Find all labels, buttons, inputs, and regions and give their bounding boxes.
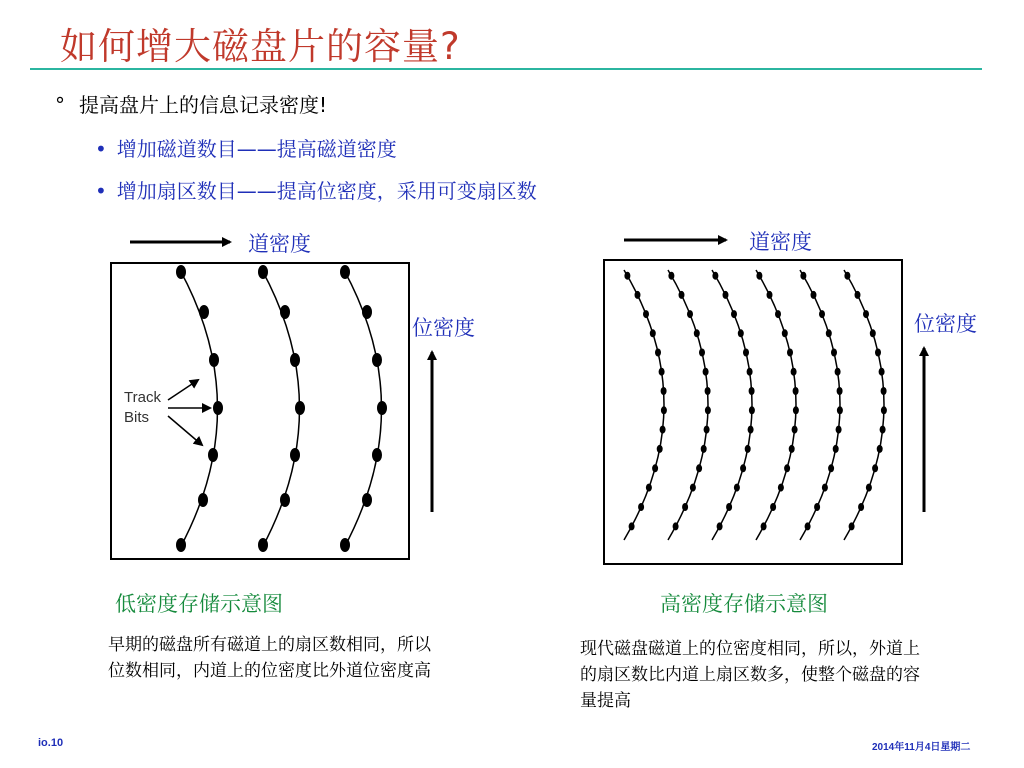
track-bit (705, 387, 711, 395)
track-bit (679, 291, 685, 299)
low-bit-density-label: 位密度 (412, 316, 475, 340)
track-bit (213, 401, 223, 415)
track-bit (668, 272, 674, 280)
track-bit (638, 503, 644, 511)
track-bit (209, 353, 219, 367)
track-bit (372, 353, 382, 367)
track-bit (635, 291, 641, 299)
track-bit (866, 484, 872, 492)
track-bit (726, 503, 732, 511)
track-bit (870, 329, 876, 337)
low-density-note: 早期的磁盘所有磁道上的扇区数相同，所以位数相同，内道上的位密度比外道位密度高 (108, 635, 431, 681)
track-bit (881, 406, 887, 414)
track-bit (176, 538, 186, 552)
track-bit (858, 503, 864, 511)
track-bit (199, 305, 209, 319)
track-bit (822, 484, 828, 492)
track-bit (734, 484, 740, 492)
low-track-density-label: 道密度 (248, 232, 311, 256)
track-bit (652, 464, 658, 472)
track-bit (814, 503, 820, 511)
track-bit (701, 445, 707, 453)
track-bit (770, 503, 776, 511)
track-bit (362, 493, 372, 507)
track-bit (659, 368, 665, 376)
track-bit (657, 445, 663, 453)
track-bit (844, 272, 850, 280)
track-bit (690, 484, 696, 492)
high-track-density-label: 道密度 (749, 230, 812, 254)
high-track-4 (756, 270, 796, 540)
bullet-mark: ° (55, 93, 65, 117)
track-bit (745, 445, 751, 453)
track-bit (784, 464, 790, 472)
track-bit (723, 291, 729, 299)
track-bit (731, 310, 737, 318)
annotation-pointers (168, 380, 210, 445)
high-density-note: 现代磁盘磁道上的位密度相同，所以，外道上的扇区数比内道上扇区数多，使整个磁盘的容量提高 (580, 639, 920, 711)
track-bit (682, 503, 688, 511)
track-bit (879, 368, 885, 376)
track-bit (792, 426, 798, 434)
track-bit (280, 493, 290, 507)
track-bit (835, 368, 841, 376)
high-track-5 (800, 270, 840, 540)
track-bit (863, 310, 869, 318)
page-title: 如何增大磁盘片的容量? (60, 25, 461, 68)
track-bit (849, 522, 855, 530)
track-bit (661, 387, 667, 395)
footer-date: 2014年11月4日星期二 (872, 742, 971, 753)
track-bit (855, 291, 861, 299)
track-bit (258, 538, 268, 552)
track-bit (811, 291, 817, 299)
track-bit (208, 448, 218, 462)
track-bit (880, 426, 886, 434)
track-bit (717, 522, 723, 530)
track-bit (290, 448, 300, 462)
track-bit (747, 368, 753, 376)
track-bit (875, 349, 881, 357)
track-bits-annotation-line1: Track (124, 389, 161, 406)
track-bit (767, 291, 773, 299)
track-bit (643, 310, 649, 318)
track-bit (694, 329, 700, 337)
track-bit (629, 522, 635, 530)
track-bit (704, 426, 710, 434)
track-bit (749, 387, 755, 395)
track-bit (280, 305, 290, 319)
track-bit (791, 368, 797, 376)
track-bit (198, 493, 208, 507)
track-bit (787, 349, 793, 357)
track-bit (738, 329, 744, 337)
high-track-6 (844, 270, 884, 540)
track-bit (805, 522, 811, 530)
track-bit (743, 349, 749, 357)
track-bit (673, 522, 679, 530)
track-bit (650, 329, 656, 337)
bullet-sub-1-text: 增加磁道数目——提高磁道密度 (116, 137, 397, 161)
low-density-caption: 低密度存储示意图 (115, 592, 283, 616)
track-bit (646, 484, 652, 492)
track-bit (761, 522, 767, 530)
track-bit (740, 464, 746, 472)
track-bit (362, 305, 372, 319)
track-bit (699, 349, 705, 357)
track-bit (295, 401, 305, 415)
high-track-3 (712, 270, 752, 540)
bullet-sub-2-text: 增加扇区数目——提高位密度，采用可变扇区数 (116, 179, 537, 203)
high-track-2 (668, 270, 708, 540)
track-bit (800, 272, 806, 280)
track-bits-annotation-line2: Bits (124, 409, 150, 426)
track-bit (793, 406, 799, 414)
track-bit (377, 401, 387, 415)
track-bit (660, 426, 666, 434)
bullet-main-text: 提高盘片上的信息记录密度! (79, 93, 328, 117)
high-density-tracks (624, 270, 884, 540)
high-density-caption: 高密度存储示意图 (660, 592, 828, 616)
track-bit (703, 368, 709, 376)
high-bit-density-label: 位密度 (914, 312, 977, 336)
track-bit (687, 310, 693, 318)
low-track-1 (180, 270, 218, 548)
track-bit (833, 445, 839, 453)
track-bit (748, 426, 754, 434)
bullet-mark: • (95, 179, 107, 203)
track-bit (661, 406, 667, 414)
track-bit (705, 406, 711, 414)
track-bit (372, 448, 382, 462)
track-bit (789, 445, 795, 453)
bullet-mark: • (95, 137, 107, 161)
track-bit (340, 538, 350, 552)
track-bit (778, 484, 784, 492)
high-track-1 (624, 270, 664, 540)
footer-page-number: io.10 (38, 737, 64, 749)
track-bit (782, 329, 788, 337)
track-bit (696, 464, 702, 472)
track-bit (828, 464, 834, 472)
track-bit (624, 272, 630, 280)
track-bit (831, 349, 837, 357)
track-bit (872, 464, 878, 472)
track-bit (756, 272, 762, 280)
track-bit (340, 265, 350, 279)
track-bit (881, 387, 887, 395)
track-bit (793, 387, 799, 395)
track-bit (655, 349, 661, 357)
track-bit (836, 426, 842, 434)
track-bit (176, 265, 186, 279)
track-bit (712, 272, 718, 280)
track-bit (749, 406, 755, 414)
track-bit (819, 310, 825, 318)
track-bit (837, 387, 843, 395)
track-bit (877, 445, 883, 453)
track-bit (290, 353, 300, 367)
track-bit (775, 310, 781, 318)
track-bit (826, 329, 832, 337)
track-bit (837, 406, 843, 414)
track-bit (258, 265, 268, 279)
